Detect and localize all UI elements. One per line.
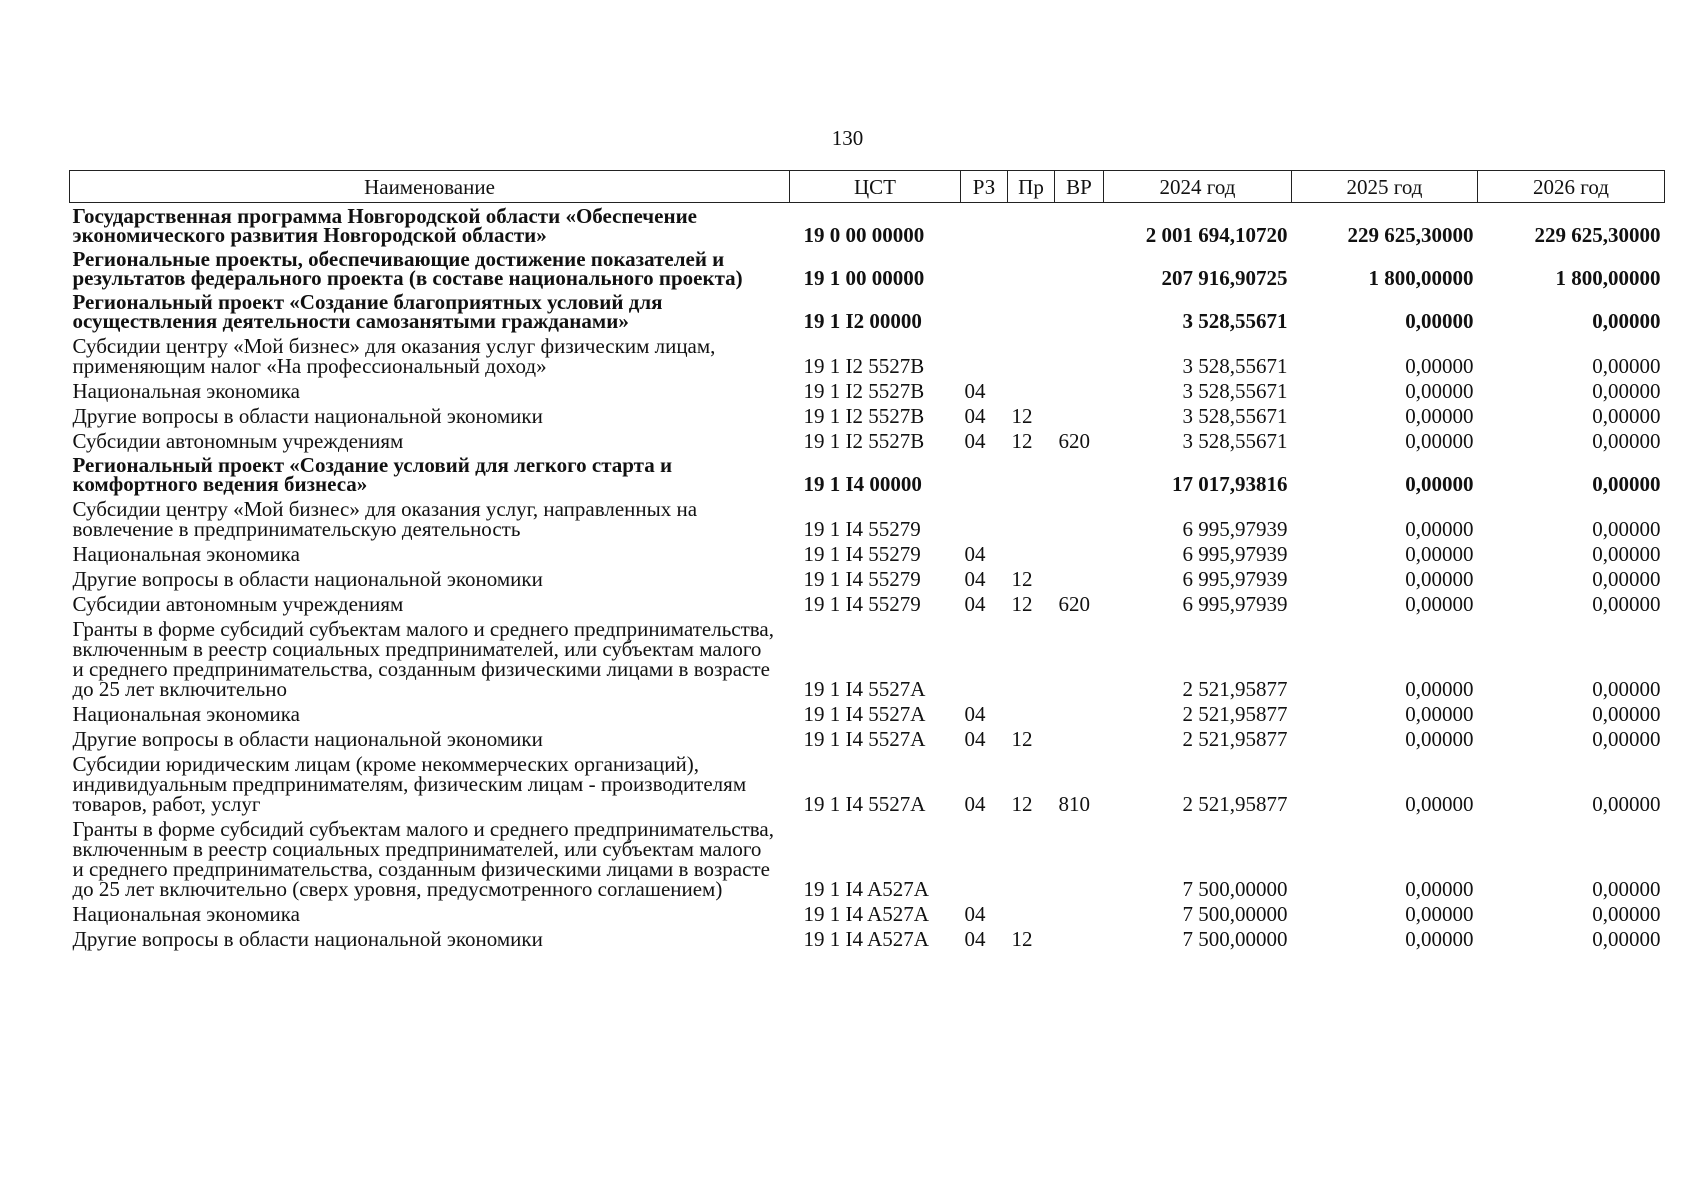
page-number: 130 [831, 126, 864, 150]
cell-2024: 17 017,93816 [1172, 472, 1288, 496]
cell-vr: 620 [1058, 592, 1090, 616]
cell-pr: 12 [1011, 592, 1033, 616]
cell-cst: 19 1 I4 55279 [803, 592, 921, 616]
cell-cst: 19 1 I2 00000 [803, 309, 922, 333]
cell-vr [1055, 332, 1104, 377]
cell-cst: 19 1 I4 55279 [803, 567, 921, 591]
cell-2026: 0,00000 [1592, 727, 1661, 751]
cell-rz: 04 [964, 404, 986, 428]
table-row [70, 615, 1665, 700]
cell-rz: 04 [964, 792, 986, 816]
cell-vr: 810 [1058, 792, 1090, 816]
cell-2024: 7 500,00000 [1182, 877, 1288, 901]
cell-pr [1008, 900, 1055, 925]
cell-vr [1055, 495, 1104, 540]
cell-cst: 19 1 I4 5527A [803, 727, 926, 751]
cell-rz [961, 289, 1008, 332]
cell-pr [1008, 203, 1055, 247]
header-pr: Пр [1008, 171, 1055, 203]
cell-2024: 3 528,55671 [1182, 404, 1288, 428]
header-2025: 2025 год [1292, 171, 1478, 203]
table-row [70, 900, 1665, 925]
table-row [70, 495, 1665, 540]
header-name: Наименование [70, 171, 790, 203]
cell-2026: 0,00000 [1592, 517, 1661, 541]
cell-2024: 2 521,95877 [1182, 677, 1288, 701]
cell-cst: 19 1 I2 5527B [803, 429, 925, 453]
cell-2025: 0,00000 [1405, 567, 1474, 591]
cell-vr [1055, 452, 1104, 495]
cell-2026: 229 625,30000 [1534, 223, 1661, 247]
cell-rz: 04 [964, 567, 986, 591]
cell-cst: 19 1 I4 55279 [803, 542, 921, 566]
cell-vr [1055, 700, 1104, 725]
cell-name: Национальная экономика [72, 902, 300, 926]
cell-name: Субсидии юридическим лицам (кроме некоммерческих организаций), индивидуальным предпринимателям, физическим лицам - производителям товаров, работ, услуг [72, 752, 747, 816]
budget-table [69, 170, 1665, 950]
cell-2025: 0,00000 [1405, 379, 1474, 403]
cell-2025: 0,00000 [1405, 592, 1474, 616]
cell-vr [1055, 615, 1104, 700]
cell-2024: 6 995,97939 [1182, 567, 1288, 591]
cell-2024: 6 995,97939 [1182, 592, 1288, 616]
cell-vr [1055, 402, 1104, 427]
cell-2026: 0,00000 [1592, 404, 1661, 428]
cell-vr [1055, 540, 1104, 565]
table-row [70, 377, 1665, 402]
cell-2026: 0,00000 [1592, 567, 1661, 591]
cell-2024: 2 001 694,10720 [1145, 223, 1288, 247]
cell-2026: 0,00000 [1592, 429, 1661, 453]
cell-2024: 3 528,55671 [1182, 354, 1288, 378]
cell-pr: 12 [1011, 404, 1033, 428]
cell-2026: 0,00000 [1592, 379, 1661, 403]
cell-cst: 19 1 I4 5527A [803, 702, 926, 726]
cell-name: Другие вопросы в области национальной экономики [72, 727, 543, 751]
cell-cst: 19 1 I4 5527A [803, 792, 926, 816]
cell-pr [1008, 452, 1055, 495]
cell-name: Другие вопросы в области национальной экономики [72, 927, 543, 951]
cell-pr [1008, 540, 1055, 565]
cell-rz [961, 615, 1008, 700]
cell-2025: 0,00000 [1405, 404, 1474, 428]
cell-name: Региональный проект «Создание условий для легкого старта и комфортного ведения бизнеса» [72, 453, 673, 496]
cell-pr [1008, 377, 1055, 402]
cell-name: Гранты в форме субсидий субъектам малого и среднего предпринимательства, включенным в реестр социальных предпринимателей, или субъектам малого и среднего предпринимательства, созданным физическими лицами в возрасте до 25 лет включительно [72, 617, 774, 701]
cell-pr: 12 [1011, 727, 1033, 751]
cell-cst: 19 1 I4 55279 [803, 517, 921, 541]
cell-rz [961, 495, 1008, 540]
cell-name: Региональные проекты, обеспечивающие достижение показателей и результатов федерального проекта (в составе национального проекта) [72, 247, 743, 290]
cell-2026: 0,00000 [1592, 309, 1661, 333]
cell-rz [961, 246, 1008, 289]
cell-vr [1055, 377, 1104, 402]
cell-2025: 0,00000 [1405, 702, 1474, 726]
cell-vr [1055, 203, 1104, 247]
cell-2025: 0,00000 [1405, 677, 1474, 701]
table-row [70, 700, 1665, 725]
cell-rz: 04 [964, 542, 986, 566]
cell-2025: 0,00000 [1405, 517, 1474, 541]
table-row [70, 246, 1665, 289]
table-row [70, 427, 1665, 452]
cell-cst: 19 1 I4 A527A [803, 902, 929, 926]
table-row [70, 540, 1665, 565]
cell-2024: 3 528,55671 [1182, 379, 1288, 403]
cell-rz [961, 452, 1008, 495]
header-2024: 2024 год [1104, 171, 1292, 203]
cell-rz: 04 [964, 927, 986, 951]
cell-2026: 0,00000 [1592, 677, 1661, 701]
cell-pr [1008, 495, 1055, 540]
cell-rz [961, 203, 1008, 247]
cell-cst: 19 1 I2 5527B [803, 404, 925, 428]
cell-cst: 19 1 I2 5527B [803, 379, 925, 403]
cell-vr [1055, 925, 1104, 950]
cell-name: Субсидии автономным учреждениям [72, 429, 404, 453]
cell-2024: 6 995,97939 [1182, 542, 1288, 566]
cell-2025: 0,00000 [1405, 877, 1474, 901]
cell-vr [1055, 725, 1104, 750]
cell-2026: 0,00000 [1592, 877, 1661, 901]
cell-name: Субсидии центру «Мой бизнес» для оказания услуг физическим лицам, применяющим налог «На профессиональный доход» [72, 334, 716, 378]
cell-rz: 04 [964, 902, 986, 926]
table-row [70, 402, 1665, 427]
cell-pr: 12 [1011, 567, 1033, 591]
cell-2024: 2 521,95877 [1182, 792, 1288, 816]
cell-rz: 04 [964, 592, 986, 616]
cell-pr [1008, 246, 1055, 289]
cell-2025: 0,00000 [1405, 354, 1474, 378]
cell-rz: 04 [964, 429, 986, 453]
table-row [70, 565, 1665, 590]
cell-cst: 19 0 00 00000 [803, 223, 925, 247]
cell-cst: 19 1 I2 5527B [803, 354, 925, 378]
cell-pr: 12 [1011, 927, 1033, 951]
cell-cst: 19 1 I4 A527A [803, 927, 929, 951]
cell-pr [1008, 615, 1055, 700]
cell-vr [1055, 815, 1104, 900]
cell-2025: 0,00000 [1405, 927, 1474, 951]
cell-cst: 19 1 00 00000 [803, 266, 925, 290]
cell-2024: 2 521,95877 [1182, 727, 1288, 751]
table-row [70, 815, 1665, 900]
cell-name: Национальная экономика [72, 379, 300, 403]
cell-name: Субсидии автономным учреждениям [72, 592, 404, 616]
cell-2025: 229 625,30000 [1347, 223, 1474, 247]
cell-pr: 12 [1011, 792, 1033, 816]
cell-2026: 0,00000 [1592, 592, 1661, 616]
table-row [70, 332, 1665, 377]
table-row [70, 925, 1665, 950]
cell-2024: 2 521,95877 [1182, 702, 1288, 726]
cell-vr [1055, 900, 1104, 925]
cell-2026: 1 800,00000 [1555, 266, 1661, 290]
table-row [70, 590, 1665, 615]
cell-2026: 0,00000 [1592, 542, 1661, 566]
table-row [70, 750, 1665, 815]
cell-2024: 3 528,55671 [1182, 309, 1288, 333]
header-vr: ВР [1055, 171, 1104, 203]
cell-2025: 0,00000 [1405, 727, 1474, 751]
cell-rz: 04 [964, 702, 986, 726]
cell-vr: 620 [1058, 429, 1090, 453]
cell-2026: 0,00000 [1592, 472, 1661, 496]
cell-rz: 04 [964, 379, 986, 403]
cell-name: Государственная программа Новгородской области «Обеспечение экономического развития Новгородской области» [72, 204, 697, 247]
cell-name: Национальная экономика [72, 542, 300, 566]
cell-name: Другие вопросы в области национальной экономики [72, 567, 543, 591]
cell-name: Региональный проект «Создание благоприятных условий для осуществления деятельности самозанятыми гражданами» [72, 290, 663, 333]
cell-name: Национальная экономика [72, 702, 300, 726]
cell-rz: 04 [964, 727, 986, 751]
cell-2025: 0,00000 [1405, 792, 1474, 816]
header-rz: РЗ [961, 171, 1008, 203]
cell-2024: 6 995,97939 [1182, 517, 1288, 541]
cell-2025: 0,00000 [1405, 309, 1474, 333]
cell-rz [961, 332, 1008, 377]
table-row [70, 203, 1665, 247]
cell-2025: 0,00000 [1405, 472, 1474, 496]
table-row [70, 725, 1665, 750]
cell-2026: 0,00000 [1592, 354, 1661, 378]
cell-cst: 19 1 I4 5527A [803, 677, 926, 701]
cell-pr: 12 [1011, 429, 1033, 453]
cell-name: Гранты в форме субсидий субъектам малого и среднего предпринимательства, включенным в реестр социальных предпринимателей, или субъектам малого и среднего предпринимательства, созданным физическими лицами в возрасте до 25 лет включительно (сверх уровня, предусмотренного соглашением) [72, 817, 774, 901]
cell-2026: 0,00000 [1592, 702, 1661, 726]
cell-2024: 207 916,90725 [1161, 266, 1288, 290]
table-row [70, 289, 1665, 332]
cell-2025: 1 800,00000 [1368, 266, 1474, 290]
cell-vr [1055, 289, 1104, 332]
header-cst: ЦСТ [790, 171, 961, 203]
table-row [70, 452, 1665, 495]
cell-vr [1055, 246, 1104, 289]
cell-name: Субсидии центру «Мой бизнес» для оказания услуг, направленных на вовлечение в предпринимательскую деятельность [72, 497, 698, 541]
cell-cst: 19 1 I4 A527A [803, 877, 929, 901]
table-body [70, 203, 1665, 951]
cell-2025: 0,00000 [1405, 429, 1474, 453]
cell-2024: 3 528,55671 [1182, 429, 1288, 453]
cell-cst: 19 1 I4 00000 [803, 472, 922, 496]
cell-2024: 7 500,00000 [1182, 927, 1288, 951]
cell-rz [961, 815, 1008, 900]
header-2026: 2026 год [1478, 171, 1665, 203]
cell-2025: 0,00000 [1405, 902, 1474, 926]
cell-pr [1008, 332, 1055, 377]
cell-2026: 0,00000 [1592, 927, 1661, 951]
cell-2024: 7 500,00000 [1182, 902, 1288, 926]
cell-pr [1008, 289, 1055, 332]
cell-2026: 0,00000 [1592, 792, 1661, 816]
cell-vr [1055, 565, 1104, 590]
table-header-row [70, 171, 1665, 203]
cell-2026: 0,00000 [1592, 902, 1661, 926]
cell-pr [1008, 700, 1055, 725]
cell-pr [1008, 815, 1055, 900]
cell-name: Другие вопросы в области национальной экономики [72, 404, 543, 428]
cell-2025: 0,00000 [1405, 542, 1474, 566]
